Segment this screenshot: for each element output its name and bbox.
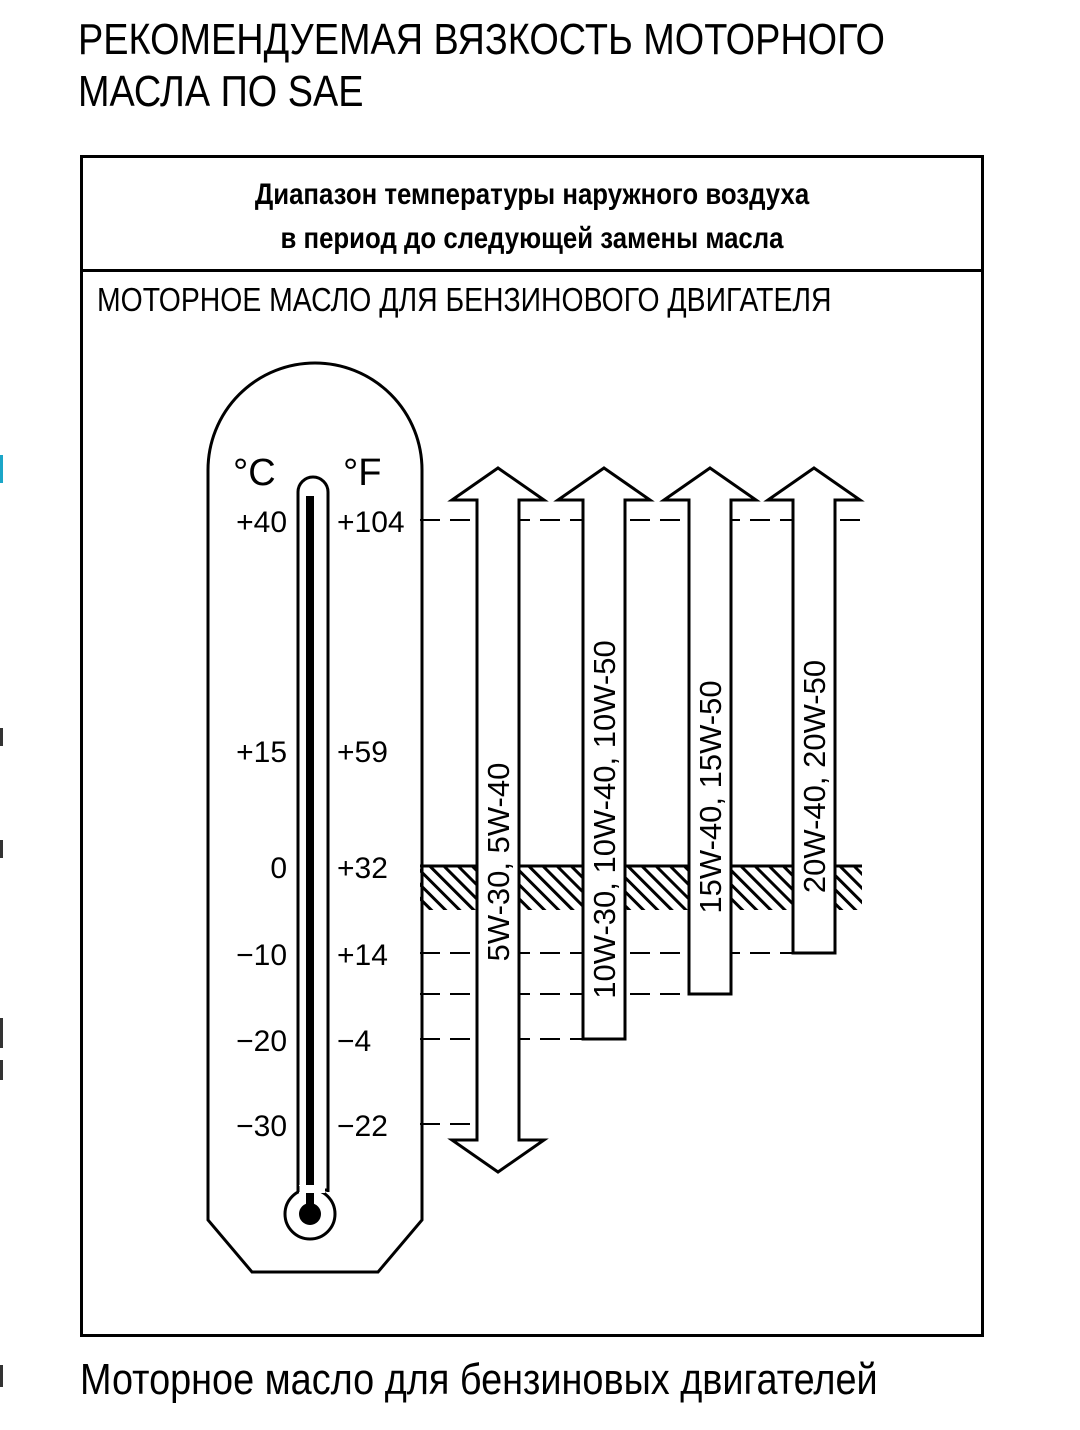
page-edge-mark [0,728,3,746]
page-title-line-2: МАСЛА ПО SAE [78,67,364,116]
celsius-tick-label: +40 [236,506,287,539]
page-edge-mark [0,840,3,858]
page-edge-mark [0,455,3,483]
panel-header-line-1: Диапазон температуры наружного воздуха [254,178,810,211]
page-edge-mark [0,1018,3,1048]
celsius-tick-label: −10 [236,939,287,972]
viscosity-range-label: 20W-40, 20W-50 [797,659,832,894]
viscosity-range-label: 15W-40, 15W-50 [693,680,728,914]
celsius-tick-label: 0 [270,852,287,885]
celsius-tick-label: −20 [236,1025,287,1058]
page-footer-caption: Моторное масло для бензиновых двигателей [80,1355,878,1404]
fahrenheit-tick-label: −4 [337,1025,372,1058]
celsius-unit-label: °C [233,452,276,494]
celsius-tick-label: +15 [236,736,287,769]
fahrenheit-tick-label: +14 [337,939,388,972]
page-title-line-1: РЕКОМЕНДУЕМАЯ ВЯЗКОСТЬ МОТОРНОГО [78,15,885,64]
viscosity-range-label: 10W-30, 10W-40, 10W-50 [587,640,622,999]
fahrenheit-tick-label: +104 [337,506,405,539]
thermometer-bulb [299,1203,321,1225]
page-edge-mark [0,1060,3,1080]
fahrenheit-tick-label: +59 [337,736,388,769]
celsius-tick-label: −30 [236,1110,287,1143]
thermometer-neck [299,1185,325,1193]
panel-subtitle: МОТОРНОЕ МАСЛО ДЛЯ БЕНЗИНОВОГО ДВИГАТЕЛЯ [97,281,832,318]
fahrenheit-unit-label: °F [343,452,382,494]
panel-header-line-2: в период до следующей замены масла [280,222,784,255]
viscosity-ranges [452,468,860,1172]
fahrenheit-tick-label: −22 [337,1110,388,1143]
page-edge-mark [0,1365,3,1387]
fahrenheit-tick-label: +32 [337,852,388,885]
thermometer-mercury [306,496,314,1214]
viscosity-range-label: 5W-30, 5W-40 [481,762,516,962]
